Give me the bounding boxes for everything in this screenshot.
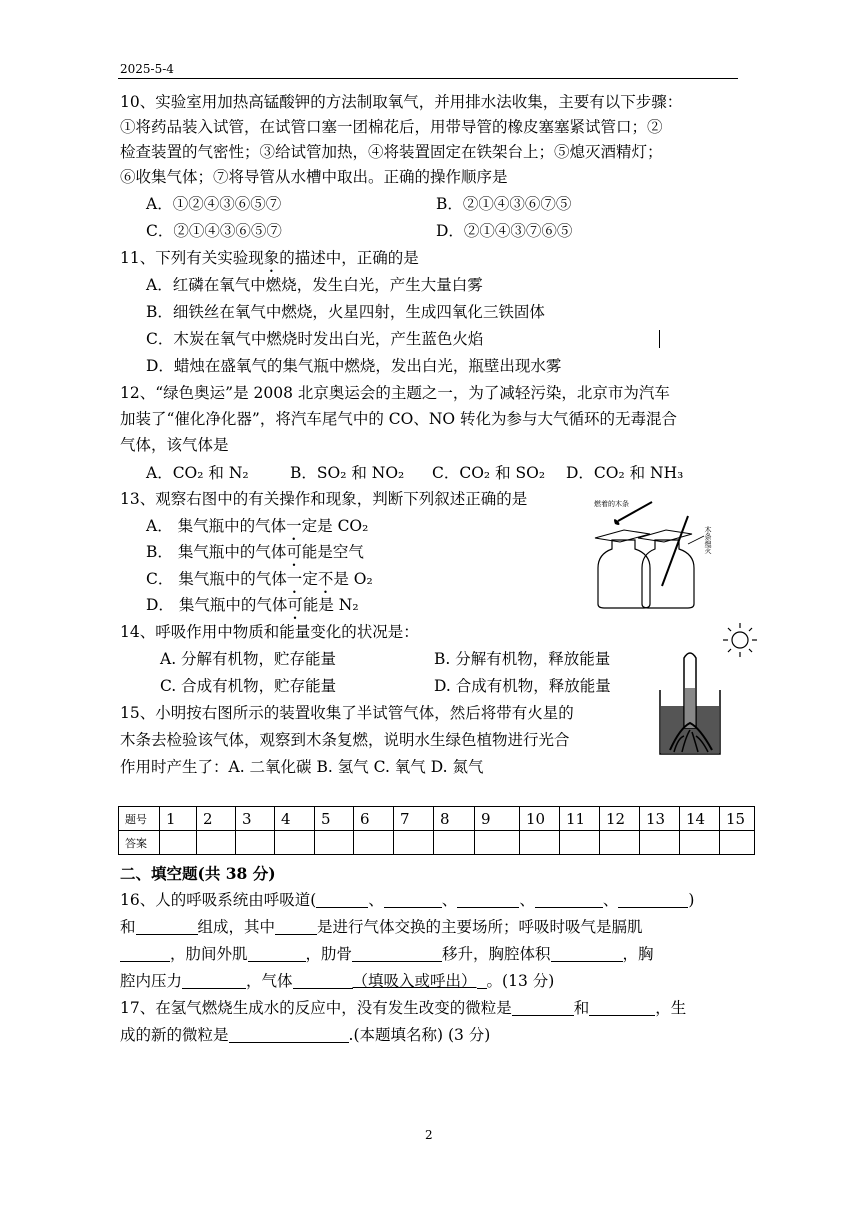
q11-option-c: C．木炭在氧气中燃烧时发出白光，产生蓝色火焰 (146, 330, 484, 348)
answer-cell[interactable] (275, 831, 315, 855)
gas-bottle-figure (590, 494, 740, 614)
table-cell: 7 (394, 807, 434, 831)
q13-a-tail: 定是 CO₂ (301, 517, 369, 535)
table-header-label: 题号 (119, 807, 160, 831)
q17-text: 和 (573, 999, 590, 1017)
q16-hint: （填吸入或呼出） (352, 972, 477, 990)
table-cell: 8 (434, 807, 475, 831)
section-title: 二、填空题(共 38 分) (120, 864, 276, 883)
answer-cell[interactable] (475, 831, 520, 855)
q13-c-text: C． 集气瓶中的气体 (146, 570, 287, 588)
fill-blank[interactable] (136, 918, 198, 935)
table-cell: 12 (600, 807, 640, 831)
table-cell: 6 (354, 807, 394, 831)
q11-option-b: B．细铁丝在氧气中燃烧，火星四射，生成四氧化三铁固体 (146, 303, 545, 321)
answer-cell[interactable] (680, 831, 720, 855)
q10-line3: 检查装置的气密性；③给试管加热，④将装置固定在铁架台上；⑤熄灭酒精灯； (120, 143, 663, 161)
q13-b-tail: 能是空气 (301, 543, 364, 561)
table-cell: 3 (236, 807, 275, 831)
separator: 、 (368, 891, 384, 909)
header-date: 2025-5-4 (120, 62, 174, 76)
q13-option-b (146, 542, 364, 570)
q12-line2: 加装了“催化净化器”，将汽车尾气中的 CO、NO 转化为参与大气循环的无毒混合 (120, 410, 678, 428)
q12-line1: 12、“绿色奥运”是 2008 北京奥运会的主题之一，为了减轻污染，北京市为汽车 (120, 384, 670, 402)
q12-option-d: D．CO₂ 和 NH₃ (566, 464, 684, 482)
q10-option-d: D．②①④③⑦⑥⑤ (436, 222, 573, 240)
q15-line2: 木条去检验该气体，观察到木条复燃，说明水生绿色植物进行光合 (120, 731, 570, 749)
answer-cell[interactable] (315, 831, 354, 855)
q12-option-b: B．SO₂ 和 NO₂ (290, 464, 405, 482)
q13-stem: 13、观察右图中的有关操作和现象，判断下列叙述正确的是 (120, 490, 528, 508)
q16-text: 和 (120, 918, 136, 936)
q16-score: 。(13 分) (486, 972, 555, 990)
page-number: 2 (425, 1128, 433, 1142)
stick-out-label: 木条熄灭 (704, 526, 712, 554)
q10-option-c: C．②①④③⑥⑤⑦ (146, 222, 282, 240)
answer-table (118, 806, 755, 855)
q16-text: ，气体 (246, 972, 293, 990)
q10-line4: ⑥收集气体；⑦将导管从水槽中取出。正确的操作顺序是 (120, 168, 508, 186)
answer-cell[interactable] (520, 831, 560, 855)
q13-a-emphasis: 一 (286, 517, 302, 535)
fill-blank[interactable] (248, 945, 306, 962)
answer-cell[interactable] (600, 831, 640, 855)
table-cell: 4 (275, 807, 315, 831)
q14-option-a: A. 分解有机物，贮存能量 (160, 650, 337, 668)
fill-blank[interactable] (293, 972, 353, 989)
answer-cell[interactable] (560, 831, 600, 855)
table-cell: 10 (520, 807, 560, 831)
answer-cell[interactable] (236, 831, 275, 855)
table-answer-label: 答案 (119, 831, 160, 855)
table-cell: 1 (160, 807, 197, 831)
q13-c-emphasis: 一 (286, 570, 303, 588)
plant-apparatus-figure (652, 618, 762, 764)
q16-line3 (120, 944, 654, 964)
table-cell: 15 (720, 807, 755, 831)
q15-line1: 15、小明按右图所示的装置收集了半试管气体，然后将带有火星的 (120, 704, 574, 722)
table-cell: 11 (560, 807, 600, 831)
q14-option-d: D. 合成有机物，释放能量 (434, 677, 611, 695)
q11-option-a: A．红磷在氧气中燃烧，发生白光，产生大量白雾 (146, 276, 483, 294)
q13-c-mid: 定 (302, 570, 318, 588)
q10-option-b: B．②①④③⑥⑦⑤ (436, 195, 572, 213)
answer-cell[interactable] (720, 831, 755, 855)
q13-option-a (146, 516, 368, 544)
q16-text: 16、人的呼吸系统由呼吸道( (120, 891, 317, 909)
answer-cell[interactable] (434, 831, 475, 855)
table-cell: 2 (197, 807, 236, 831)
q16-line1 (120, 890, 694, 910)
answer-cell[interactable] (394, 831, 434, 855)
q17-text: ，生 (655, 999, 687, 1017)
fill-blank[interactable] (618, 891, 688, 908)
q16-text: ，胸 (622, 945, 654, 963)
sun-icon (723, 623, 757, 657)
q13-c-emphasis2: 不 (317, 570, 334, 588)
q16-text: 移升，胸腔体积 (442, 945, 551, 963)
q13-d-emphasis: 可 (287, 596, 303, 614)
q14-option-b: B. 分解有机物，释放能量 (434, 650, 611, 668)
q17-score: .(本题填名称) (3 分) (348, 1026, 491, 1044)
q13-option-d (146, 595, 359, 623)
q16-text: ) (688, 891, 695, 909)
fill-blank[interactable] (477, 972, 487, 989)
header-rule (118, 78, 738, 79)
separator: 、 (519, 891, 535, 909)
fill-blank[interactable] (535, 891, 603, 908)
fill-blank[interactable] (352, 945, 442, 962)
fill-blank[interactable] (589, 999, 655, 1016)
q17-text: 成的新的微粒是 (120, 1026, 229, 1044)
text-cursor (659, 330, 660, 348)
table-cell: 14 (680, 807, 720, 831)
answer-cell[interactable] (160, 831, 197, 855)
fill-blank[interactable] (384, 891, 442, 908)
table-row (119, 807, 755, 831)
q12-option-c: C．CO₂ 和 SO₂ (432, 464, 546, 482)
q11-stem (120, 248, 419, 276)
q13-b-text: B． 集气瓶中的气体 (146, 543, 287, 561)
separator: 、 (602, 891, 619, 909)
q13-option-c (146, 569, 373, 597)
q11-stem-b: 的描述中，正确的是 (279, 249, 419, 267)
q17-line1 (120, 998, 686, 1018)
q14-option-c: C. 合成有机物，贮存能量 (160, 677, 337, 695)
answer-cell[interactable] (197, 831, 236, 855)
q12-line3: 气体，该气体是 (120, 436, 229, 454)
fill-blank[interactable] (229, 1026, 349, 1043)
q11-stem-a: 11、下列有关实验现 (120, 249, 264, 267)
q13-c-tail: 是 O₂ (333, 570, 373, 588)
answer-cell[interactable] (640, 831, 680, 855)
q16-text: 是进行气体交换的主要场所；呼吸时吸气是膈肌 (317, 918, 643, 936)
answer-cell[interactable] (354, 831, 394, 855)
q11-emphasis: 象 (263, 249, 280, 267)
q14-stem: 14、呼吸作用中物质和能量变化的状况是： (120, 623, 419, 641)
q12-option-a: A．CO₂ 和 N₂ (146, 464, 249, 482)
q13-d-text: D． 集气瓶中的气体 (146, 596, 288, 614)
table-cell: 5 (315, 807, 354, 831)
separator: 、 (441, 891, 458, 909)
q11-option-d: D．蜡烛在盛氧气的集气瓶中燃烧，发出白光，瓶壁出现水雾 (146, 357, 562, 375)
table-row (119, 831, 755, 855)
q16-text: ，肋骨 (305, 945, 353, 963)
q13-b-emphasis: 可 (286, 543, 302, 561)
burning-stick-label: 燃着的木条 (594, 500, 629, 508)
fill-blank[interactable] (275, 918, 317, 935)
q16-text: ，肋间外肌 (170, 945, 248, 963)
fill-blank[interactable] (512, 999, 574, 1016)
q16-text: 腔内压力 (120, 972, 183, 990)
fill-blank[interactable] (120, 945, 170, 962)
fill-blank[interactable] (551, 945, 623, 962)
q16-text: 组成，其中 (197, 918, 276, 936)
table-cell: 13 (640, 807, 680, 831)
q15-line3: 作用时产生了：A. 二氧化碳 B. 氢气 C. 氧气 D. 氮气 (120, 758, 484, 776)
fill-blank[interactable] (182, 972, 246, 989)
q16-line2 (120, 917, 643, 937)
q10-option-a: A．①②④③⑥⑤⑦ (146, 195, 282, 213)
fill-blank[interactable] (316, 891, 368, 908)
q17-text: 17、在氢气燃烧生成水的反应中，没有发生改变的微粒是 (120, 999, 512, 1017)
label-leader (688, 536, 704, 544)
q13-a-text: A． 集气瓶中的气体 (146, 517, 287, 535)
q13-d-tail: 能是 N₂ (302, 596, 359, 614)
q10-line2: ①将药品装入试管，在试管口塞一团棉花后，用带导管的橡皮塞塞紧试管口；② (120, 118, 663, 136)
fill-blank[interactable] (457, 891, 519, 908)
q17-line2 (120, 1025, 490, 1045)
table-cell: 9 (475, 807, 520, 831)
q10-line1: 10、实验室用加热高锰酸钾的方法制取氧气，并用排水法收集，主要有以下步骤： (120, 93, 683, 111)
q16-line4 (120, 971, 554, 991)
